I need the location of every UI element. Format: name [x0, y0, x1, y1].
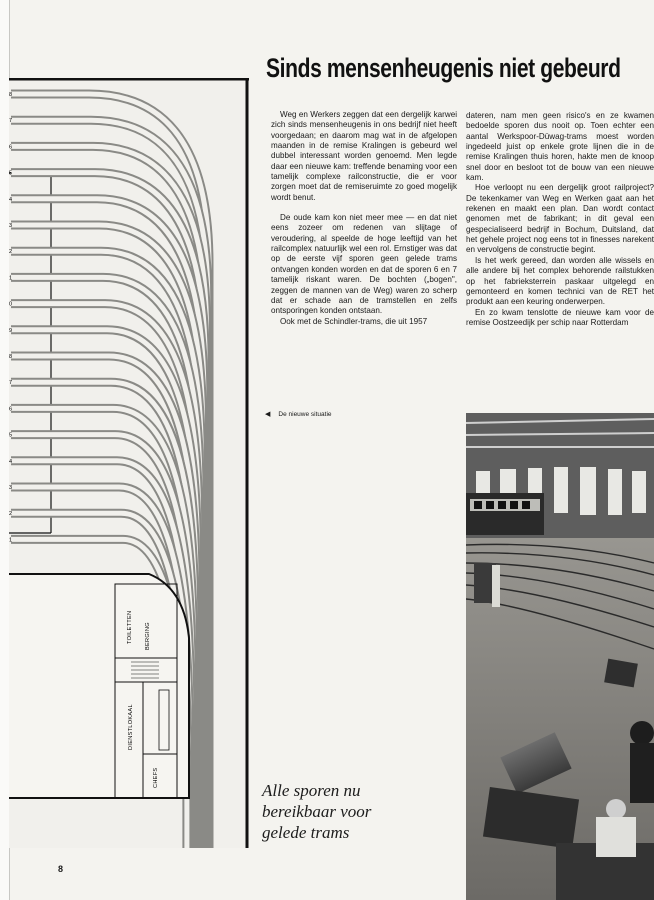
- track-number: 3: [9, 223, 13, 229]
- track-number: 9: [9, 327, 13, 334]
- track-number: 1: [9, 275, 13, 282]
- room-label-dienstlokaal: DIENSTLOKAAL: [128, 704, 134, 750]
- photo-caption: [265, 410, 332, 418]
- headline: Sinds mensenheugenis niet gebeurd: [266, 53, 621, 83]
- track-number: 5: [9, 170, 13, 177]
- track-number: 2: [9, 249, 13, 256]
- track-number: 2: [9, 511, 13, 518]
- pull-quote-line: bereikbaar voor: [262, 802, 372, 821]
- track-number: 1: [9, 537, 13, 544]
- paragraph: Weg en Werkers zeggen dat een dergelijk karwei zich sinds mensenheugenis in ons bedrijf niet heeft voorgedaan; en daarom mag wat in de afgelopen maanden in de remise Kralingen is gebeurd wel dubbel interessant worden genoemd. Men legde daar een nieuwe kam: treffende benaming voor een tamelijk complexe railconstructie, die er voor zorgen moet dat de remiseruimte zo goed mogelijk wordt benut.: [271, 110, 457, 202]
- pull-quote: [262, 780, 371, 843]
- caption-text: De nieuwe situatie: [278, 410, 332, 418]
- arrow-left-icon: ◀: [265, 411, 271, 418]
- track-number: 4: [9, 458, 13, 465]
- paragraph: Hoe verloopt nu een dergelijk groot railproject? De tekenkamer van Weg en Werken gaat aan het rekenen en maakt een plan. Dan wordt contact genomen met de fabrikant; in dit geval een gespecialiseerd bedrijf in Bochum, Duitsland, dat het gehele project nog eens tot in finesses narekent en vervolgens de constructie begint.: [466, 183, 654, 255]
- construction-photo: [466, 413, 654, 900]
- paragraph: Ook met de Schindler-trams, die uit 1957: [280, 316, 428, 326]
- track-number: 6: [9, 144, 13, 151]
- pull-quote-line: gelede trams: [262, 823, 350, 842]
- track-number: 0: [9, 301, 13, 308]
- paragraph: Is het werk gereed, dan worden alle wissels en alle andere bij het complex behorende railstukken op het fabrieksterrein paskaar uitgelegd en gemonteerd en komen technici van de RET het produkt aan een keuring onderwerpen.: [466, 255, 654, 307]
- text-column-left: [271, 110, 457, 327]
- room-label-chefs: CHEFS: [153, 767, 159, 788]
- room-label-berging: BERGING: [145, 622, 151, 650]
- depot-floor-plan: [9, 78, 249, 848]
- track-number: 6: [9, 406, 13, 413]
- track-number: 7: [9, 118, 13, 125]
- track-number: 3: [9, 485, 13, 491]
- track-number: 7: [9, 380, 13, 387]
- track-number: 8: [9, 354, 13, 360]
- paragraph: En zo kwam tenslotte de nieuwe kam voor de remise Oostzeedijk per schip naar Rotterdam: [466, 307, 654, 327]
- pull-quote-line: Alle sporen nu: [262, 781, 361, 800]
- page-number: 8: [58, 864, 64, 874]
- paragraph: De oude kam kon niet meer mee — en dat niet eens zozeer om redenen van slijtage of veroudering, al speelde de hoge leeftijd van het railcomplex natuurlijk wel een rol. Ernstiger was dat op de eerste vijf sporen geen gelede trams ontvangen konden worden en dat de sporen 6 en 7 tamelijk riskant waren. De bochten („bogen", zeggen de mannen van de Weg) waren zo scherp dat er schade aan de tramstellen en zelfs ontsporingen konden ontstaan.: [271, 213, 457, 316]
- track-number: 5: [9, 432, 13, 439]
- track-number: 8: [9, 92, 13, 98]
- room-label-toiletten: TOILETTEN: [127, 610, 133, 644]
- text-column-right: [466, 111, 654, 328]
- paragraph: dateren, nam men geen risico's en ze kwamen bedoelde sporen dus nooit op. Toen echter een aantal Werkspoor-Düwag-trams moest worden ingedeeld juist op enkele grote lijnen die in de remise Kralingen thuis horen, hakte men de knoop snel door en besloot tot de bouw van een nieuwe kam.: [466, 111, 654, 183]
- track-number: 4: [9, 196, 13, 203]
